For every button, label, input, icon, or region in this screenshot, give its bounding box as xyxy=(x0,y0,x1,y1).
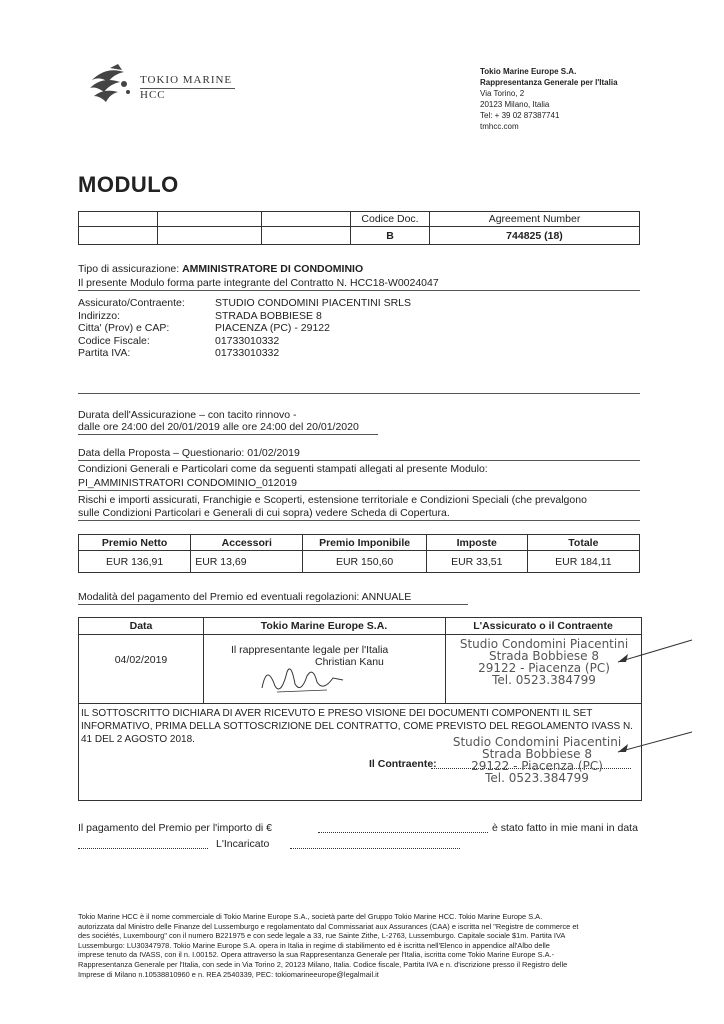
header-accessori: Accessori xyxy=(191,535,303,551)
value-totale: EUR 184,11 xyxy=(527,551,639,573)
label-codice-fiscale: Codice Fiscale: xyxy=(78,334,150,347)
codice-doc-label: Codice Doc. xyxy=(351,212,430,227)
declaration-line2: INFORMATIVO, PRIMA DELLA SOTTOSCRIZIONE DEL CONTRATTO, COME PREVISTO DEL REGOLAMENTO IVASS N. xyxy=(81,721,633,732)
arrow-icon xyxy=(616,636,696,666)
durata-line1: Durata dell'Assicurazione – con tacito rinnovo - xyxy=(78,409,297,421)
logo-line2: HCC xyxy=(140,89,166,101)
footer-line5: imprese tenuto da IVASS, con il n. I.00152. Opera attraverso la sua Rappresentanza Generale per l'Italia, iscritta come Tokio Marine Europe S.A.- xyxy=(78,950,555,960)
address-line1: Via Torino, 2 xyxy=(480,89,525,98)
rischi-line1: Rischi e importi assicurati, Franchigie e Scoperti, estensione territoriale e Condizioni Speciali (che prevalgono xyxy=(78,494,587,506)
stamp-line1: Studio Condomini Piacentini xyxy=(459,637,629,651)
footer-line3: des sociétés, Luxembourg" con il numero B221975 e con sede legale a 33, rue Sainte Zithe, L-2763, Lussemburgo. Capitale sociale $1m. Partita IVA xyxy=(78,931,566,941)
header-imposte: Imposte xyxy=(426,535,527,551)
signature-date: 04/02/2019 xyxy=(114,654,168,666)
incaricato-dotted-line xyxy=(290,848,460,849)
rep-line2: Christian Kanu xyxy=(315,656,384,668)
signature-table xyxy=(78,617,642,704)
payment-amount-label: Il pagamento del Premio per l'importo di € xyxy=(78,822,273,834)
declaration-stamp xyxy=(437,736,637,784)
condizioni-line: Condizioni Generali e Particolari come da seguenti stampati allegati al presente Modulo: xyxy=(78,463,488,475)
agreement-number-label: Agreement Number xyxy=(430,212,640,227)
divider xyxy=(78,460,640,461)
payment-line xyxy=(78,822,272,834)
company-name: Tokio Marine Europe S.A. xyxy=(480,67,577,76)
value-premio-imponibile: EUR 150,60 xyxy=(303,551,426,573)
value-indirizzo: STRADA BOBBIESE 8 xyxy=(215,309,322,322)
agreement-number-value: 744825 (18) xyxy=(430,227,640,245)
divider xyxy=(78,393,640,394)
contraente-label: Il Contraente: xyxy=(369,758,437,770)
header-assicurato: L'Assicurato o il Contraente xyxy=(473,620,613,632)
divider xyxy=(78,434,378,435)
tokio-marine-wave-icon xyxy=(88,62,134,108)
legal-footer xyxy=(78,912,646,979)
divider xyxy=(78,290,640,291)
header-totale: Totale xyxy=(527,535,639,551)
footer-line1: Tokio Marine HCC è il nome commerciale di Tokio Marine Europe S.A., società parte del Gruppo Tokio Marine HCC. Tokio Marine Europe S.A. xyxy=(78,912,543,921)
address-line2: 20123 Milano, Italia xyxy=(480,100,550,109)
modalita-pagamento: Modalità del pagamento del Premio ed eventuali regolazioni: ANNUALE xyxy=(78,591,412,603)
value-citta: PIACENZA (PC) - 29122 xyxy=(215,322,330,334)
stamp-line4: Tel. 0523.384799 xyxy=(492,673,596,687)
tipo-assicurazione xyxy=(78,263,363,275)
label-assicurato: Assicurato/Contraente: xyxy=(78,297,185,309)
durata-line2: dalle ore 24:00 del 20/01/2019 alle ore 24:00 del 20/01/2020 xyxy=(78,421,359,433)
stampato-line: PI_AMMINISTRATORI CONDOMINIO_012019 xyxy=(78,477,297,489)
website: tmhcc.com xyxy=(480,122,519,131)
company-sub: Rappresentanza Generale per l'Italia xyxy=(480,78,618,87)
codice-doc-value: B xyxy=(351,227,430,245)
footer-line4: Lussemburgo: LU30347978. Tokio Marine Europe S.A. opera in Italia in regime di stabilimento ed è iscritta nell'Elenco in appendice all'Albo delle xyxy=(78,940,550,950)
incaricato-label: L'Incaricato xyxy=(216,838,270,850)
contract-line: Il presente Modulo forma parte integrante del Contratto N. HCC18-W0024047 xyxy=(78,277,439,289)
arrow-icon xyxy=(616,728,696,758)
divider xyxy=(78,520,640,521)
header-premio-imponibile: Premio Imponibile xyxy=(303,535,426,551)
stamp-line3: 29122 - Piacenza (PC) xyxy=(471,759,603,773)
footer-line6: Rappresentanza Generale per l'Italia, con sede in Via Torino 2, 20123 Milano, Italia. Codice fiscale, Partita IVA e n. d'iscrizione presso il Registro delle xyxy=(78,959,568,969)
payment-dotted-line xyxy=(318,832,488,833)
date-dotted-line xyxy=(78,848,208,849)
rep-line1: Il rappresentante legale per l'Italia xyxy=(231,644,389,656)
label-indirizzo: Indirizzo: xyxy=(78,309,121,322)
footer-line2: autorizzata dal Ministro delle Finanze del Lussemburgo e regolamentato dal Commissariat aux Assurances (CAA) e iscritta nel "Registre de commerce et xyxy=(78,921,579,931)
contraente-stamp xyxy=(449,638,639,686)
value-codice-fiscale: 01733010332 xyxy=(215,334,280,347)
value-accessori: EUR 13,69 xyxy=(191,551,303,573)
footer-line7: Imprese di Milano n.10538810960 e n. REA 2540339, PEC: tokiomarineeurope@legalmail.it xyxy=(78,969,379,979)
stamp-line1: Studio Condomini Piacentini xyxy=(452,735,622,749)
divider xyxy=(78,604,468,605)
company-logo xyxy=(88,62,238,112)
declaration-line3: 41 DEL 2 AGOSTO 2018. xyxy=(81,734,195,745)
stamp-line3: 29122 - Piacenza (PC) xyxy=(478,661,610,675)
signature-scribble-icon xyxy=(257,658,347,698)
payment-date-label: è stato fatto in mie mani in data xyxy=(492,822,638,834)
stamp-line2: Strada Bobbiese 8 xyxy=(481,747,592,761)
stamp-line2: Strada Bobbiese 8 xyxy=(488,649,599,663)
value-premio-netto: EUR 136,91 xyxy=(79,551,191,573)
label-citta: Citta' (Prov) e CAP: xyxy=(78,322,170,334)
insured-values xyxy=(215,297,411,360)
company-address-block xyxy=(480,66,680,132)
declaration-line1: IL SOTTOSCRITTO DICHIARA DI AVER RICEVUTO E PRESO VISIONE DEI DOCUMENTI COMPONENTI IL SET xyxy=(81,708,593,719)
value-imposte: EUR 33,51 xyxy=(426,551,527,573)
document-code-table xyxy=(78,211,640,245)
header-tokio: Tokio Marine Europe S.A. xyxy=(260,620,388,632)
logo-line1: TOKIO MARINE xyxy=(140,74,233,86)
declaration-box xyxy=(78,702,642,801)
rischi-line2: sulle Condizioni Particolari e Generali di cui sopra) vedere Scheda di Copertura. xyxy=(78,507,450,519)
stamp-line4: Tel. 0523.384799 xyxy=(485,771,589,785)
page-title: MODULO xyxy=(78,172,179,197)
telephone: Tel: + 39 02 87387741 xyxy=(480,111,560,120)
data-proposta: Data della Proposta – Questionario: 01/02/2019 xyxy=(78,447,300,459)
value-partita-iva: 01733010332 xyxy=(215,347,280,359)
value-assicurato: STUDIO CONDOMINI PIACENTINI SRLS xyxy=(215,297,412,309)
tipo-label: Tipo di assicurazione: xyxy=(78,263,180,275)
tipo-value: AMMINISTRATORE DI CONDOMINIO xyxy=(182,263,364,275)
label-partita-iva: Partita IVA: xyxy=(78,347,131,359)
premium-table xyxy=(78,534,640,573)
header-premio-netto: Premio Netto xyxy=(79,535,191,551)
header-data: Data xyxy=(129,620,153,632)
insured-labels xyxy=(78,297,185,360)
divider xyxy=(78,490,640,491)
